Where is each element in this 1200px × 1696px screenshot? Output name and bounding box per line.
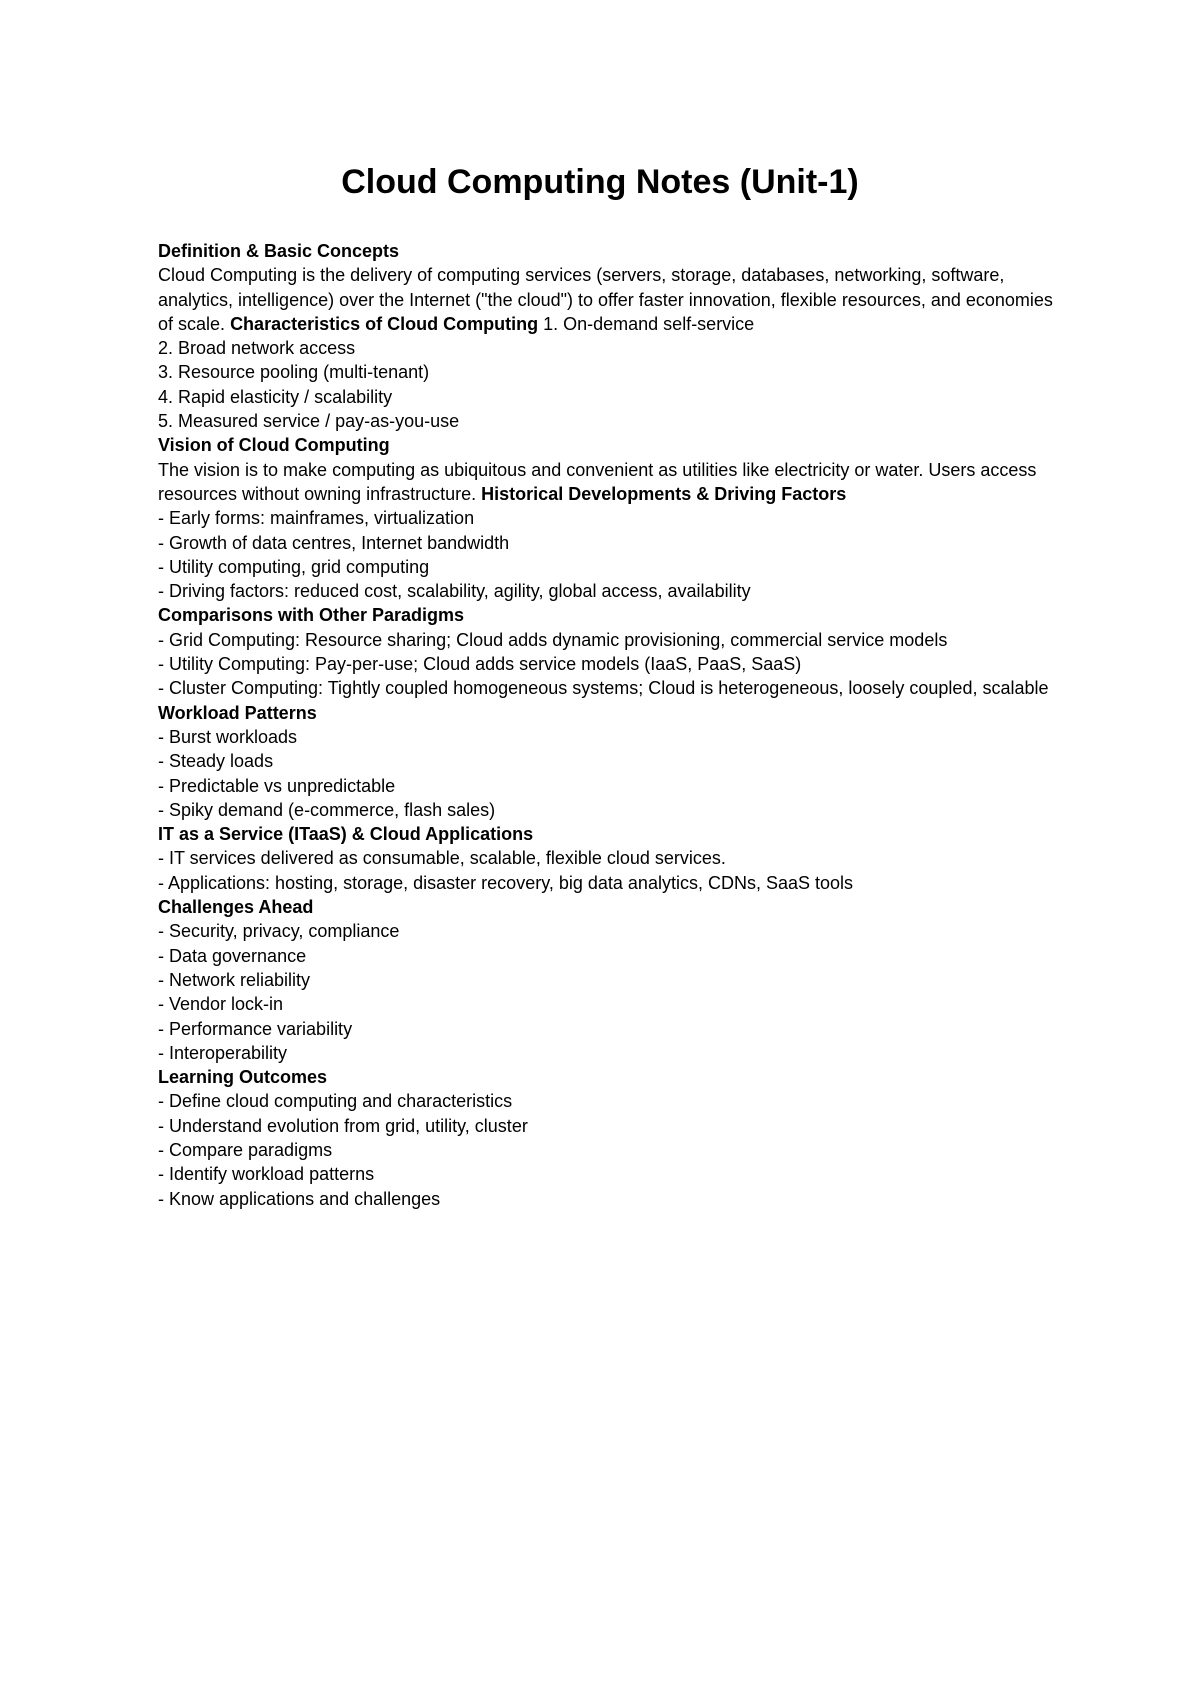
list-item: - Utility computing, grid computing [158,556,430,577]
list-item: - Compare paradigms [158,1139,333,1160]
list-item: - Growth of data centres, Internet bandwidth [158,532,510,553]
page-title: Cloud Computing Notes (Unit-1) [341,163,859,201]
list-item: - Define cloud computing and characteristics [158,1091,513,1112]
list-item: - Steady loads [158,751,274,772]
definition-text: Cloud Computing is the delivery of computing services (servers, storage, databases, networking, software, analytics, intelligence) over the Internet ("the cloud") to offer faster innovation, flexible resources, and economies of scale. [158,265,1053,334]
vision-paragraph [158,458,1058,507]
list-item: 4. Rapid elasticity / scalability [158,386,393,407]
definition-paragraph [158,263,1058,336]
list-item: - Cluster Computing: Tightly coupled homogeneous systems; Cloud is heterogeneous, loosely coupled, scalable [158,678,1049,699]
section-heading-itaas: IT as a Service (ITaaS) & Cloud Applications [158,824,534,845]
list-item: - Performance variability [158,1018,353,1039]
list-item: - Know applications and challenges [158,1188,441,1209]
list-item: 2. Broad network access [158,338,356,359]
list-item: - Vendor lock-in [158,994,284,1015]
section-heading-outcomes: Learning Outcomes [158,1067,328,1088]
section-heading-vision: Vision of Cloud Computing [158,435,390,456]
section-heading-definition: Definition & Basic Concepts [158,241,400,261]
section-heading-challenges: Challenges Ahead [158,897,314,918]
list-item: - Network reliability [158,969,311,990]
list-item: - Predictable vs unpredictable [158,775,396,796]
list-item: - Driving factors: reduced cost, scalability, agility, global access, availability [158,581,751,602]
list-item: - Identify workload patterns [158,1164,375,1185]
vision-text: The vision is to make computing as ubiquitous and convenient as utilities like electricity or water. Users access resources without owning infrastructure. [158,459,1037,504]
list-item: - Interoperability [158,1042,288,1063]
document-body [158,239,1058,1211]
list-item: - Security, privacy, compliance [158,921,400,942]
list-item: - Spiky demand (e-commerce, flash sales) [158,799,496,820]
list-item: - Early forms: mainframes, virtualization [158,508,475,529]
list-item: - Burst workloads [158,726,298,747]
list-item: - Applications: hosting, storage, disaster recovery, big data analytics, CDNs, SaaS tools [158,872,854,893]
characteristics-item-1: 1. On-demand self-service [543,313,755,334]
list-item: - Utility Computing: Pay-per-use; Cloud adds service models (IaaS, PaaS, SaaS) [158,654,802,675]
list-item: - Grid Computing: Resource sharing; Cloud adds dynamic provisioning, commercial service models [158,629,948,650]
list-item: - Understand evolution from grid, utility, cluster [158,1115,528,1136]
list-item: - IT services delivered as consumable, scalable, flexible cloud services. [158,848,726,869]
list-item: 5. Measured service / pay-as-you-use [158,411,460,432]
section-heading-characteristics: Characteristics of Cloud Computing [230,313,539,334]
section-heading-historical: Historical Developments & Driving Factors [481,483,847,504]
section-heading-comparisons: Comparisons with Other Paradigms [158,605,465,626]
list-item: - Data governance [158,945,307,966]
section-heading-workload: Workload Patterns [158,702,317,723]
list-item: 3. Resource pooling (multi-tenant) [158,362,430,383]
